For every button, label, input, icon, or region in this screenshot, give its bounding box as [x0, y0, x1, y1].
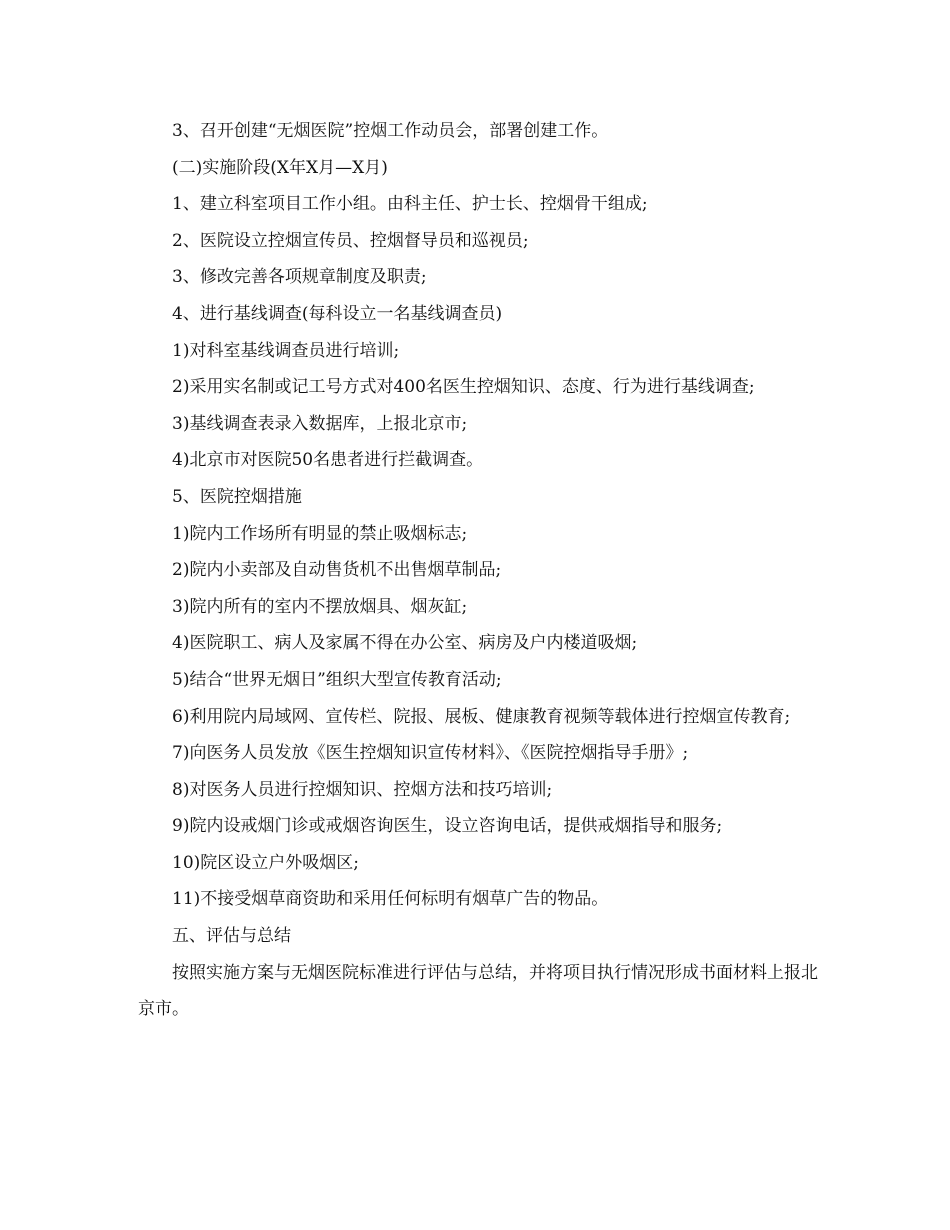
paragraph-measure-media: 6)利用院内局域网、宣传栏、院报、展板、健康教育视频等载体进行控烟宣传教育; [172, 706, 791, 727]
paragraph-measure-outdoor-area: 10)院区设立户外吸烟区; [172, 852, 359, 873]
paragraph-survey-patients: 4)北京市对医院50名患者进行拦截调查。 [172, 450, 484, 471]
paragraph-survey-database: 3)基线调查表录入数据库，上报北京市; [172, 413, 468, 434]
heading-implementation-stage: (二)实施阶段(X年X月—X月) [172, 157, 388, 178]
paragraph-measure-training: 8)对医务人员进行控烟知识、控烟方法和技巧培训; [172, 779, 553, 800]
paragraph-measure-signs: 1)院内工作场所有明显的禁止吸烟标志; [172, 523, 468, 544]
paragraph-evaluation-summary: 按照实施方案与无烟医院标准进行评估与总结，并将项目执行情况形成书面材料上报北京市。 [138, 962, 818, 1020]
document-body [138, 113, 818, 1028]
paragraph-survey-training: 1)对科室基线调查员进行培训; [172, 340, 400, 361]
heading-control-measures: 5、医院控烟措施 [172, 486, 302, 507]
paragraph-create-mobilization: 3、召开创建“无烟医院”控烟工作动员会，部署创建工作。 [172, 121, 609, 141]
paragraph-measure-shops: 2)院内小卖部及自动售货机不出售烟草制品; [172, 560, 502, 581]
paragraph-control-staff: 2、医院设立控烟宣传员、控烟督导员和巡视员; [172, 230, 529, 251]
paragraph-measure-ashtrays: 3)院内所有的室内不摆放烟具、烟灰缸; [172, 596, 468, 617]
paragraph-measure-no-tobacco-day: 5)结合“世界无烟日”组织大型宣传教育活动; [172, 669, 502, 690]
paragraph-survey-doctors: 2)采用实名制或记工号方式对400名医生控烟知识、态度、行为进行基线调查; [172, 377, 755, 398]
paragraph-measure-indoor: 4)医院职工、病人及家属不得在办公室、病房及户内楼道吸烟; [172, 633, 638, 654]
heading-evaluation: 五、评估与总结 [172, 926, 291, 947]
paragraph-measure-sponsorship: 11)不接受烟草商资助和采用任何标明有烟草广告的物品。 [172, 889, 609, 910]
paragraph-measure-materials: 7)向医务人员发放《医生控烟知识宣传材料》、《医院控烟指导手册》; [172, 743, 689, 764]
paragraph-measure-clinic: 9)院内设戒烟门诊或戒烟咨询医生，设立咨询电话，提供戒烟指导和服务; [172, 816, 723, 837]
paragraph-baseline-survey: 4、进行基线调查(每科设立一名基线调查员) [172, 303, 503, 324]
paragraph-rules: 3、修改完善各项规章制度及职责; [172, 267, 427, 288]
paragraph-project-team: 1、建立科室项目工作小组。由科主任、护士长、控烟骨干组成; [172, 194, 648, 215]
